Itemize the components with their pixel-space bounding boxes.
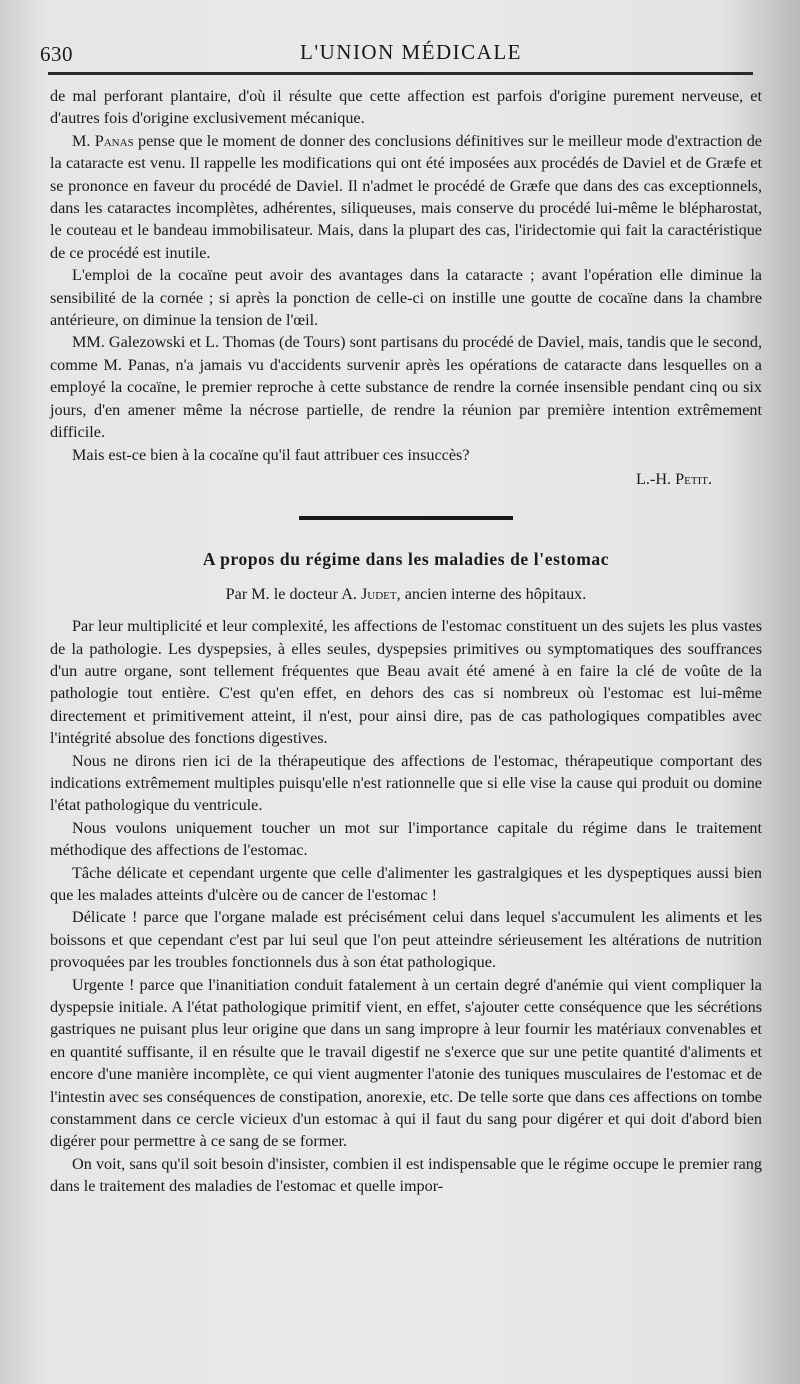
article-title: A propos du régime dans les maladies de l'estomac: [202, 549, 610, 570]
article-byline: [50, 583, 762, 605]
section-divider: [299, 516, 513, 520]
header-rule: [48, 72, 753, 75]
article-paragraph: Par leur multiplicité et leur complexité, les affections de l'estomac constituent un des sujets les plus vastes de la pathologie. Les dyspepsies, à elles seules, dyspepsies primitives ou symptomatiques des souffrances d'un autre organe, sont tellement fréquentes que Beau avait été amené à en faire la clé de voûte de la pathologie tout entière. C'est qu'en effet, en dehors des cas si nombreux où l'estomac est lui-même directement et primitivement atteint, il n'est, pour ainsi dire, pas de cas pathologiques compatibles avec l'intégrité absolue des fonctions digestives.: [50, 617, 762, 748]
discussion-paragraph: Mais est-ce bien à la cocaïne qu'il faut attribuer ces insuccès?: [72, 445, 470, 464]
discussion-paragraph: [50, 130, 762, 264]
article-paragraph: Nous voulons uniquement toucher un mot sur l'importance capitale du régime dans le traitement méthodique des affections de l'estomac.: [50, 818, 762, 860]
running-title: L'UNION MÉDICALE: [300, 40, 523, 64]
byline-author: Judet: [360, 584, 397, 603]
page-number: 630: [40, 42, 73, 66]
discussion-paragraph: de mal perforant plantaire, d'où il résulte que cette affection est parfois d'origine purement nerveuse, et d'autres fois d'origine exclusivement mécanique.: [50, 87, 762, 128]
page-header: [40, 40, 750, 70]
discussion-paragraph: MM. Galezowski et L. Thomas (de Tours) sont partisans du procédé de Daviel, mais, tandis que le second, comme M. Panas, n'a jamais vu d'accidents survenir après les opérations de cataracte dans lesquelles on a employé la cocaïne, le premier reproche à cette substance de rendre la cornée insensible pendant cinq ou six jours, d'en amener même la nécrose partielle, de rendre la réunion par première intention extrêmement difficile.: [50, 333, 762, 442]
paragraph-text: pense que le moment de donner des conclusions définitives sur le meilleur mode d'extraction de la cataracte est venu. Il rappelle les modifications qui ont été imposées aux procédés de Daviel et de Græfe et se prononce en faveur du procédé de Daviel. Il n'admet le procédé de Græfe que dans des cas exceptionnels, dans les cataractes incomplètes, adhérentes, siliqueuses, mais conserve du procédé lui-même le blépharostat, le couteau et le bandeau immobilisateur. Mais, dans la plupart des cas, l'iridectomie qui fait la caractéristique de ce procédé est inutile.: [50, 131, 762, 262]
article-paragraph: Délicate ! parce que l'organe malade est précisément celui dans lequel s'accumulent les aliments et les boissons et que cependant c'est par lui seul que l'on peut atteindre sérieusement les altérations de nutrition provoquées par les troubles fonctionnels dus à son état pathologique.: [50, 908, 762, 972]
author-signature: L.-H. Petit.: [636, 469, 712, 488]
byline-suffix: , ancien interne des hôpitaux.: [396, 584, 587, 603]
speaker-name: M. Panas: [72, 131, 134, 150]
article-paragraph: Urgente ! parce que l'inanitiation conduit fatalement à un certain degré d'anémie qui vient compliquer la dyspepsie initiale. A l'état pathologique primitif vient, en effet, s'ajouter cette conséquence que les sécrétions gastriques ne puisant plus leur origine que dans un sang impropre à leur fournir les matériaux convenables et en quantité suffisante, il en résulte que le travail digestif ne s'exerce que sur une petite quantité d'aliments et encore d'une manière incomplète, ce qui vient augmenter l'atonie des tuniques musculaires de l'estomac et de l'intestin avec ses conséquences de constipation, anorexie, etc. De telle sorte que dans ces affections on tombe constamment dans ce cercle vicieux d'un estomac à qui il faut du sang pour digérer et qui doit d'abord bien digérer pour permettre à ce sang de se former.: [50, 975, 762, 1151]
byline-prefix: Par M. le docteur A.: [225, 584, 361, 603]
article-paragraph: On voit, sans qu'il soit besoin d'insister, combien il est indispensable que le régime occupe le premier rang dans le traitement des maladies de l'estomac et quelle impor-: [50, 1154, 762, 1196]
body-text: [50, 85, 762, 1198]
article-paragraph: Tâche délicate et cependant urgente que celle d'alimenter les gastralgiques et les dyspeptiques aussi bien que les malades atteints d'ulcère ou de cancer de l'estomac !: [50, 863, 762, 904]
article-paragraph: Nous ne dirons rien ici de la thérapeutique des affections de l'estomac, thérapeutique comportant des indications extrêmement multiples puisqu'elle n'est rationnelle que si elle vise la cause qui produit ou domine l'état pathologique du ventricule.: [50, 751, 762, 815]
discussion-paragraph: L'emploi de la cocaïne peut avoir des avantages dans la cataracte ; avant l'opération elle diminue la sensibilité de la cornée ; si après la ponction de celle-ci on instille une goutte de cocaïne dans la chambre antérieure, on diminue la tension de l'œil.: [50, 266, 762, 330]
